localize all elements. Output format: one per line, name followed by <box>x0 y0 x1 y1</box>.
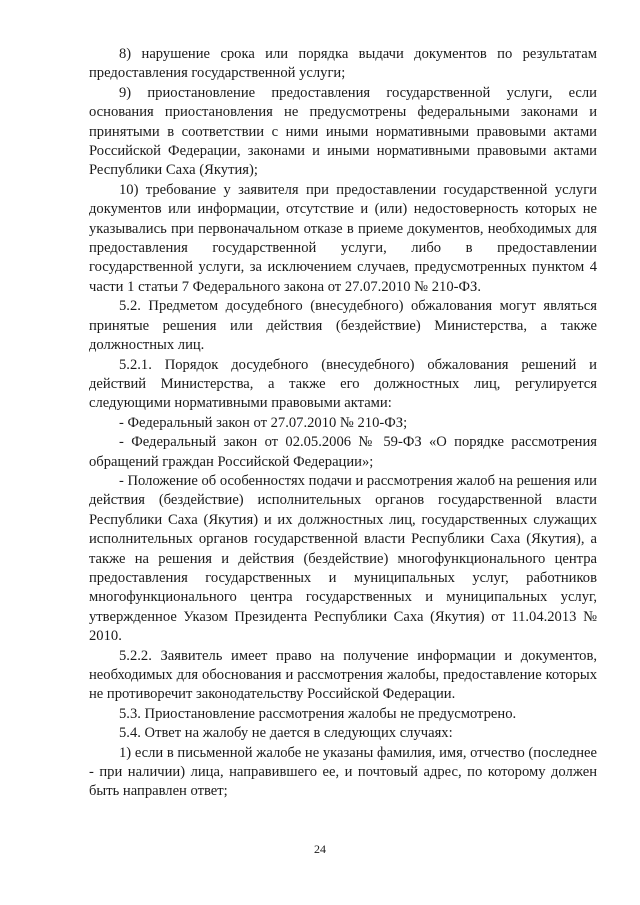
law-list-item-regulation: - Положение об особенностях подачи и рассмотрения жалоб на решения или действия (бездействие) исполнительных органов государственной власти Республики Саха (Якутия) и их должностных лиц, государственных служащих исполнительных органов государственной власти Республики Саха (Якутия), а также на решения и действия (бездействие) многофункционального центра предоставления государственных и муниципальных услуг, работников многофункционального центра государственных и муниципальных услуг, утвержденное Указом Президента Республики Саха (Якутия) от 11.04.2013 № 2010. <box>89 472 597 645</box>
paragraph-5-4-item-1: 1) если в письменной жалобе не указаны фамилия, имя, отчество (последнее - при наличии) лица, направившего ее, и почтовый адрес, по которому должен быть направлен ответ; <box>89 744 597 800</box>
law-list-item-59fz: - Федеральный закон от 02.05.2006 № 59-ФЗ «О порядке рассмотрения обращений граждан Российской Федерации»; <box>89 434 597 470</box>
paragraph-5-4: 5.4. Ответ на жалобу не дается в следующих случаях: <box>119 725 453 742</box>
document-body <box>89 45 597 802</box>
paragraph-5-3: 5.3. Приостановление рассмотрения жалобы не предусмотрено. <box>119 705 517 722</box>
paragraph-item-10: 10) требование у заявителя при предоставлении государственной услуги документов или информации, отсутствие и (или) недостоверность которых не указывались при первоначальном отказе в приеме документов, необходимых для предоставления государственной услуги, либо в предоставлении государственной услуги, за исключением случаев, предусмотренных пунктом 4 части 1 статьи 7 Федерального закона от 27.07.2010 № 210-ФЗ. <box>89 181 597 295</box>
paragraph-5-2-2: 5.2.2. Заявитель имеет право на получение информации и документов, необходимых для обоснования и рассмотрения жалобы, предоставление которых не противоречит законодательству Российской Федерации. <box>89 647 597 703</box>
paragraph-5-2: 5.2. Предметом досудебного (внесудебного) обжалования могут являться принятые решения или действия (бездействие) Министерства, а также должностных лиц. <box>89 298 597 354</box>
page-number: 24 <box>314 842 326 856</box>
paragraph-5-2-1: 5.2.1. Порядок досудебного (внесудебного) обжалования решений и действий Министерства, а также его должностных лиц, регулируется следующими нормативными правовыми актами: <box>89 356 597 412</box>
paragraph-item-9: 9) приостановление предоставления государственной услуги, если основания приостановления не предусмотрены федеральными законами и принятыми в соответствии с ними иными нормативными правовыми актами Российской Федерации, законами и иными нормативными правовыми актами Республики Саха (Якутия); <box>89 84 597 179</box>
law-list-item-210fz: - Федеральный закон от 27.07.2010 № 210-ФЗ; <box>119 414 408 431</box>
paragraph-item-8: 8) нарушение срока или порядка выдачи документов по результатам предоставления государственной услуги; <box>89 46 597 82</box>
